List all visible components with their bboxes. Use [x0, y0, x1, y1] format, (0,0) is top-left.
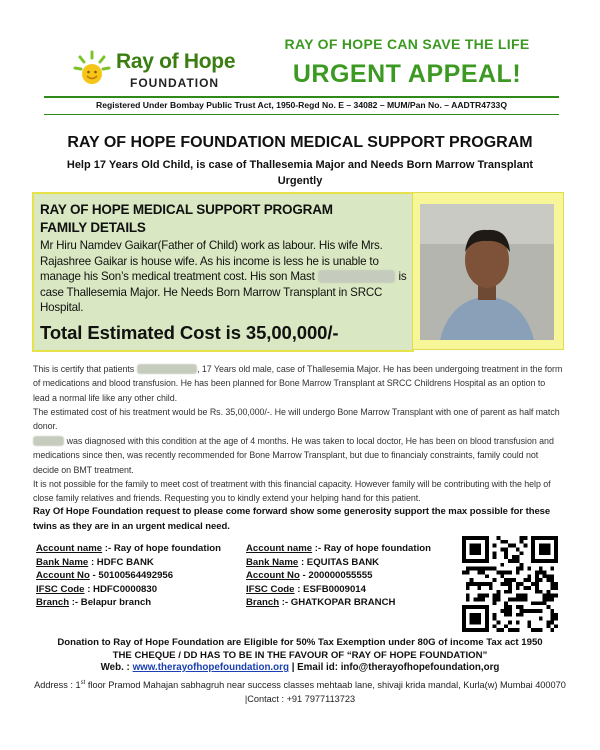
paragraph-certify: [33, 362, 563, 405]
logo-title: Ray of Hope: [116, 50, 236, 73]
logo-subtitle: FOUNDATION: [130, 76, 220, 90]
cheque-favour-line: THE CHEQUE / DD HAS TO BE IN THE FAVOUR OF “RAY OF HOPE FOUNDATION”: [112, 650, 488, 661]
redacted-patient-name: [137, 364, 197, 374]
value-account-name: :- Ray of hope foundation: [104, 543, 221, 554]
foundation-logo: [72, 40, 242, 100]
address-sup: st: [80, 680, 86, 686]
p1-text-a: This is certify that patients: [33, 364, 135, 374]
address-prefix: Address : 1: [34, 680, 81, 691]
label-account-no: Account No: [36, 570, 90, 582]
help-line: Help 17 Years Old Child, is case of Thallesemia Major and Needs Born Marrow Transplant Urgently: [66, 159, 534, 187]
label-branch: Branch: [246, 597, 280, 609]
box-title-program: RAY OF HOPE MEDICAL SUPPORT PROGRAM: [40, 202, 333, 217]
paragraph-diagnosis: [33, 434, 563, 477]
label-ifsc: IFSC Code: [246, 583, 295, 595]
child-portrait-photo: [420, 204, 554, 340]
value-bank-name: : EQUITAS BANK: [300, 556, 380, 568]
value-bank-name: : HDFC BANK: [90, 556, 154, 568]
web-label: Web. :: [100, 662, 130, 673]
paragraph-cost: The estimated cost of his treatment would be Rs. 35,00,000/-. He will undergo Bone Marrow Transplant with one of parent as half match donor.: [33, 407, 560, 432]
value-account-no: - 200000055555: [302, 570, 373, 582]
divider-top: [44, 96, 559, 98]
family-text-a: Mr Hiru Namdev Gaikar(Father of Child) work as labour. His wife Mrs. Rajashree Gaikar is house wife. As his income is less he is unable to manage his Son’s medical treatment cost. His son Mast: [40, 239, 383, 284]
slogan: RAY OF HOPE CAN SAVE THE LIFE: [284, 36, 530, 52]
qr-code: [462, 536, 558, 632]
registration-line: Registered Under Bombay Public Trust Act, 1950-Regd No. E – 34082 – MUM/Pan No. – AADTR4733Q: [95, 100, 508, 110]
value-account-name: :- Ray of hope foundation: [314, 543, 431, 554]
page-title: RAY OF HOPE FOUNDATION MEDICAL SUPPORT PROGRAM: [67, 134, 533, 151]
label-bank-name: Bank Name: [246, 556, 299, 568]
label-account-name: Account name: [246, 543, 313, 554]
family-text-b: is case Thallesemia Major. He Needs Born Marrow Transplant in SRCC Hospital.: [40, 270, 407, 315]
label-bank-name: Bank Name: [36, 556, 89, 568]
bank-details-hdfc: [36, 542, 236, 610]
p3-text: was diagnosed with this condition at the age of 4 months. He was taken to local doctor, He has been on blood transfusion and medications since then, was recently recommended for Bone Marrow Transplant, but due to financialy constraints, family could not decide on BMT treatment.: [33, 436, 554, 475]
donation-info: [20, 636, 580, 662]
value-branch: :- GHATKOPAR BRANCH: [281, 597, 396, 609]
redacted-name: [318, 270, 396, 283]
address: [28, 676, 572, 706]
paragraph-request: Ray Of Hope Foundation request to please come forward show some generosity support the max possible for these twins as they are in an urgent medical need.: [33, 506, 551, 532]
redacted-first-name: [33, 436, 64, 446]
label-ifsc: IFSC Code: [36, 583, 85, 595]
contact-text: |Contact : +91 7977113723: [244, 694, 356, 705]
family-details-text: [40, 238, 408, 316]
p1-text-b: , 17 Years old male, case of Thallesemia Major. He has been undergoing treatment in the form of medications and blood transfusion. He has been planned for Bone Marrow Transplant at SRCC Childrens Hospital as an option to lead a normal life like any other child.: [33, 364, 563, 403]
value-ifsc: : ESFB0009014: [297, 583, 366, 595]
email-text: | Email id: info@therayofhopefoundation,org: [291, 662, 500, 673]
label-account-no: Account No: [246, 570, 300, 582]
box-title: [40, 201, 400, 237]
bank-details-equitas: [246, 542, 456, 610]
paragraph-family: It is not possible for the family to meet cost of treatment with this financial capacity. However family will be contributing with the help of close family relatives and friends. Requesting you to kindly extend your helping hand for this patient.: [33, 479, 551, 504]
website-link[interactable]: www.therayofhopefoundation.org: [132, 662, 289, 673]
value-branch: :- Belapur branch: [71, 597, 152, 609]
tax-exemption-line: Donation to Ray of Hope Foundation are Eligible for 50% Tax Exemption under 80G of income Tax act 1950: [57, 637, 543, 648]
label-account-name: Account name: [36, 543, 103, 554]
divider-bottom: [44, 114, 559, 115]
value-account-no: - 50100564492956: [92, 570, 174, 582]
urgent-appeal-heading: URGENT APPEAL!: [292, 60, 522, 88]
sun-icon: [72, 48, 112, 88]
address-text: floor Pramod Mahajan sabhagruh near success classes mehtaab lane, shivaji krida mandal, Kurla(w) Mumbai 400070: [87, 680, 566, 691]
box-title-family: FAMILY DETAILS: [40, 220, 146, 235]
value-ifsc: : HDFC0000830: [87, 583, 158, 595]
total-cost: Total Estimated Cost is 35,00,000/-: [40, 322, 339, 343]
label-branch: Branch: [36, 597, 70, 609]
web-line: [20, 662, 580, 673]
